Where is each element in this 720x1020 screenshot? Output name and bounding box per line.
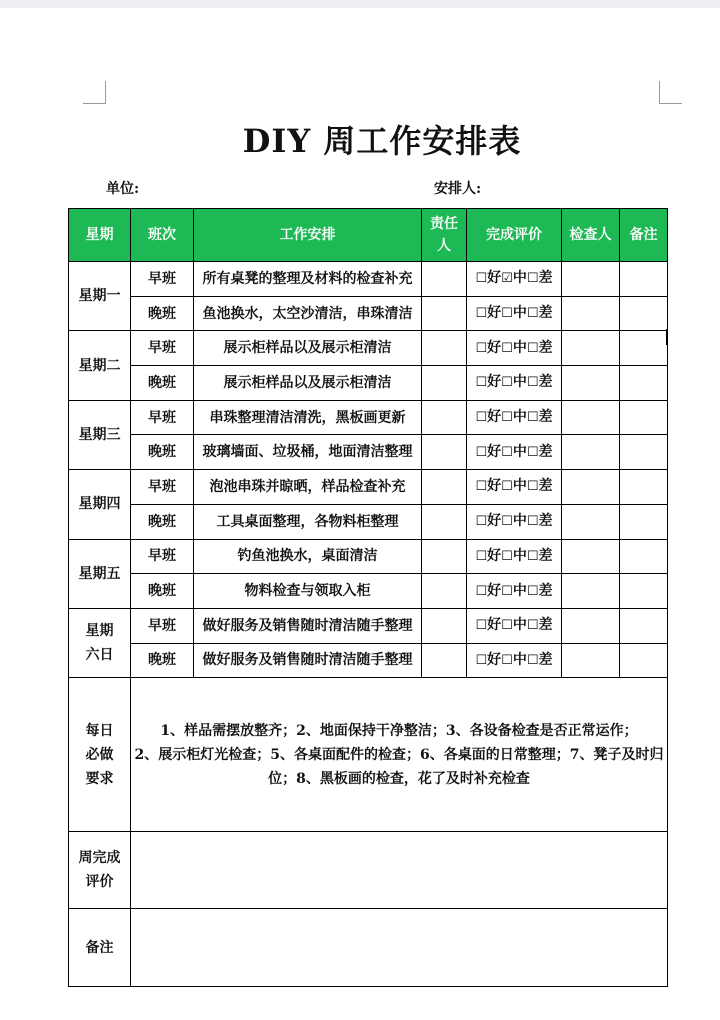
owner-cell[interactable] <box>422 400 467 435</box>
option-medium-label: 中 <box>512 617 527 634</box>
table-row <box>69 608 668 643</box>
option-good-label: 好 <box>487 513 502 530</box>
table-row <box>69 366 668 401</box>
daily-requirements-line2: 2、展示柜灯光检查；5、各桌面配件的检查；6、各桌面的日常整理；7、凳子及时归 <box>134 746 664 763</box>
checkbox-medium[interactable]: ☐ <box>501 652 513 668</box>
day-label <box>69 400 131 469</box>
task-cell: 串珠整理清洁清洗，黑板画更新 <box>194 400 422 435</box>
checkbox-bad[interactable]: ☐ <box>526 514 539 530</box>
option-medium-label: 中 <box>512 374 527 391</box>
option-medium-label: 中 <box>512 409 527 426</box>
checkbox-medium[interactable]: ☐ <box>501 479 513 495</box>
task-cell: 鱼池换水，太空沙清洁，串珠清洁 <box>194 296 422 331</box>
day-label-line1: 星期 <box>85 623 114 640</box>
inspector-cell[interactable] <box>562 296 620 331</box>
day-label-line1: 星期二 <box>78 357 121 374</box>
table-row <box>69 400 668 435</box>
option-medium-label: 中 <box>512 513 527 530</box>
evaluation-cell <box>467 366 562 401</box>
option-medium-label: 中 <box>512 478 527 495</box>
option-bad-label: 差 <box>538 513 553 530</box>
option-medium-label: 中 <box>512 339 527 356</box>
weekly-evaluation-field[interactable] <box>131 832 668 909</box>
remark-cell[interactable] <box>620 400 668 435</box>
checkbox-medium[interactable]: ☐ <box>501 618 513 634</box>
daily-requirements-line1: 1、样品需摆放整齐；2、地面保持干净整洁；3、各设备检查是否正常运作； <box>160 722 638 739</box>
shift-cell: 晚班 <box>131 643 194 678</box>
inspector-cell[interactable] <box>562 574 620 609</box>
shift-cell: 晚班 <box>131 504 194 539</box>
inspector-cell[interactable] <box>562 262 620 297</box>
option-good-label: 好 <box>487 617 502 634</box>
schedule-table <box>68 208 668 987</box>
owner-cell[interactable] <box>422 296 467 331</box>
option-good-label: 好 <box>487 374 502 391</box>
inspector-cell[interactable] <box>562 400 620 435</box>
checkbox-bad[interactable]: ☐ <box>526 340 539 356</box>
weekly-evaluation-label <box>69 832 131 909</box>
inspector-cell[interactable] <box>562 470 620 505</box>
checkbox-bad[interactable]: ☐ <box>526 444 539 460</box>
daily-requirements-line3: 位；8、黑板画的检查，花了及时补充检查 <box>268 770 530 787</box>
owner-cell[interactable] <box>422 262 467 297</box>
option-good-label: 好 <box>487 651 502 668</box>
task-cell: 钓鱼池换水，桌面清洁 <box>194 539 422 574</box>
option-bad-label: 差 <box>538 270 553 287</box>
option-bad-label: 差 <box>538 443 553 460</box>
checkbox-bad[interactable]: ☐ <box>526 271 539 287</box>
checkbox-good[interactable]: ☐ <box>475 479 488 495</box>
checkbox-medium[interactable]: ☐ <box>501 375 513 391</box>
inspector-cell[interactable] <box>562 366 620 401</box>
owner-cell[interactable] <box>422 331 467 366</box>
day-label-line2: 六日 <box>85 647 114 664</box>
evaluation-cell <box>467 574 562 609</box>
task-cell: 物料检查与领取入柜 <box>194 574 422 609</box>
checkbox-good[interactable]: ☐ <box>475 340 488 356</box>
day-label <box>69 262 131 331</box>
remark-cell[interactable] <box>620 539 668 574</box>
shift-cell: 晚班 <box>131 366 194 401</box>
shift-cell: 早班 <box>131 608 194 643</box>
checkbox-medium[interactable]: ☐ <box>501 583 513 599</box>
owner-cell[interactable] <box>422 470 467 505</box>
checkbox-good[interactable]: ☐ <box>475 652 488 668</box>
option-bad-label: 差 <box>538 374 553 391</box>
owner-cell[interactable] <box>422 366 467 401</box>
day-label <box>69 331 131 400</box>
option-medium-label: 中 <box>512 582 527 599</box>
checkbox-good[interactable]: ☐ <box>475 271 488 287</box>
option-bad-label: 差 <box>538 617 553 634</box>
option-bad-label: 差 <box>538 547 553 564</box>
task-cell: 泡池串珠并晾晒，样品检查补充 <box>194 470 422 505</box>
daily-requirements-label-line3: 要求 <box>85 770 114 787</box>
day-label <box>69 608 131 677</box>
evaluation-cell <box>467 470 562 505</box>
option-bad-label: 差 <box>538 339 553 356</box>
checkbox-bad[interactable]: ☐ <box>526 306 539 322</box>
checkbox-good[interactable]: ☐ <box>475 306 488 322</box>
day-label-line1: 星期五 <box>78 565 121 582</box>
remark-cell[interactable] <box>620 608 668 643</box>
option-good-label: 好 <box>487 270 502 287</box>
evaluation-cell <box>467 400 562 435</box>
task-cell: 所有桌凳的整理及材料的检查补充 <box>194 262 422 297</box>
owner-cell[interactable] <box>422 504 467 539</box>
checkbox-good[interactable]: ☐ <box>475 583 488 599</box>
option-medium-label: 中 <box>512 270 527 287</box>
remark-cell[interactable] <box>620 574 668 609</box>
remark-cell[interactable] <box>620 470 668 505</box>
header-task: 工作安排 <box>194 209 422 262</box>
option-good-label: 好 <box>487 582 502 599</box>
evaluation-cell <box>467 643 562 678</box>
checkbox-good[interactable]: ☐ <box>475 618 488 634</box>
daily-requirements-label-line1: 每日 <box>85 722 114 739</box>
table-row <box>69 296 668 331</box>
weekly-evaluation-label-line2: 评价 <box>85 874 114 891</box>
task-cell: 工具桌面整理，各物料柜整理 <box>194 504 422 539</box>
checkbox-medium[interactable]: ☐ <box>501 514 513 530</box>
window-top-bar <box>0 0 720 8</box>
table-row <box>69 539 668 574</box>
header-inspector: 检查人 <box>562 209 620 262</box>
table-row <box>69 435 668 470</box>
weekly-evaluation-row <box>69 832 668 909</box>
day-label-line1: 星期一 <box>78 288 121 305</box>
checkbox-medium[interactable]: ☐ <box>501 548 513 564</box>
shift-cell: 早班 <box>131 331 194 366</box>
checkbox-medium[interactable]: ☐ <box>501 410 513 426</box>
checkbox-bad[interactable]: ☐ <box>526 479 539 495</box>
header-evaluation: 完成评价 <box>467 209 562 262</box>
evaluation-cell <box>467 296 562 331</box>
inspector-cell[interactable] <box>562 504 620 539</box>
remark-cell[interactable] <box>620 262 668 297</box>
header-owner-line2: 人 <box>437 238 451 254</box>
evaluation-cell <box>467 608 562 643</box>
shift-cell: 晚班 <box>131 296 194 331</box>
inspector-cell[interactable] <box>562 539 620 574</box>
task-cell: 玻璃墙面、垃圾桶，地面清洁整理 <box>194 435 422 470</box>
option-good-label: 好 <box>487 409 502 426</box>
shift-cell: 早班 <box>131 262 194 297</box>
day-label-line1: 星期四 <box>78 496 121 513</box>
checkbox-bad[interactable]: ☐ <box>526 548 539 564</box>
shift-cell: 晚班 <box>131 435 194 470</box>
option-good-label: 好 <box>487 339 502 356</box>
checkbox-bad[interactable]: ☐ <box>526 375 539 391</box>
header-shift: 班次 <box>131 209 194 262</box>
owner-cell[interactable] <box>422 435 467 470</box>
option-good-label: 好 <box>487 443 502 460</box>
checkbox-good[interactable]: ☐ <box>475 548 488 564</box>
option-bad-label: 差 <box>538 582 553 599</box>
checkbox-good[interactable]: ☐ <box>475 444 488 460</box>
shift-cell: 早班 <box>131 470 194 505</box>
arranger-label: 安排人: <box>434 181 482 197</box>
owner-cell[interactable] <box>422 539 467 574</box>
option-bad-label: 差 <box>538 305 553 322</box>
daily-requirements-label-line2: 必做 <box>85 746 114 763</box>
weekly-evaluation-label-line1: 周完成 <box>78 850 121 867</box>
day-label <box>69 470 131 539</box>
inspector-cell[interactable] <box>562 643 620 678</box>
option-medium-label: 中 <box>512 547 527 564</box>
option-bad-label: 差 <box>538 409 553 426</box>
shift-cell: 早班 <box>131 400 194 435</box>
page-corner-mark-right <box>659 81 682 104</box>
option-medium-label: 中 <box>512 305 527 322</box>
checkbox-bad[interactable]: ☐ <box>526 618 539 634</box>
daily-requirements-label <box>69 678 131 832</box>
header-remark: 备注 <box>620 209 668 262</box>
table-row <box>69 504 668 539</box>
notes-row <box>69 909 668 987</box>
task-cell: 展示柜样品以及展示柜清洁 <box>194 366 422 401</box>
checkbox-bad[interactable]: ☐ <box>526 652 539 668</box>
checkbox-good[interactable]: ☐ <box>475 375 488 391</box>
remark-cell[interactable] <box>620 435 668 470</box>
page-corner-mark-left <box>83 81 106 104</box>
task-cell: 做好服务及销售随时清洁随手整理 <box>194 643 422 678</box>
task-cell: 展示柜样品以及展示柜清洁 <box>194 331 422 366</box>
notes-field[interactable] <box>131 909 668 987</box>
remark-cell[interactable] <box>620 296 668 331</box>
evaluation-cell <box>467 539 562 574</box>
option-bad-label: 差 <box>538 651 553 668</box>
remark-cell[interactable] <box>620 366 668 401</box>
owner-cell[interactable] <box>422 608 467 643</box>
checkbox-good[interactable]: ☐ <box>475 514 488 530</box>
header-row <box>69 209 668 262</box>
checkbox-medium[interactable]: ☐ <box>501 444 513 460</box>
header-owner-line1: 责任 <box>430 216 458 232</box>
remark-cell[interactable] <box>620 331 668 366</box>
notes-label: 备注 <box>69 909 131 987</box>
table-row <box>69 331 668 366</box>
shift-cell: 晚班 <box>131 574 194 609</box>
option-good-label: 好 <box>487 305 502 322</box>
table-row <box>69 574 668 609</box>
checkbox-medium[interactable]: ☐ <box>501 306 513 322</box>
option-good-label: 好 <box>487 547 502 564</box>
unit-label: 单位: <box>106 181 140 197</box>
owner-cell[interactable] <box>422 643 467 678</box>
day-label-line1: 星期三 <box>78 426 121 443</box>
evaluation-cell <box>467 435 562 470</box>
option-bad-label: 差 <box>538 478 553 495</box>
daily-requirements-row <box>69 678 668 832</box>
header-owner <box>422 209 467 262</box>
checkbox-medium[interactable]: ☑ <box>501 271 513 287</box>
inspector-cell[interactable] <box>562 331 620 366</box>
evaluation-cell <box>467 504 562 539</box>
inspector-cell[interactable] <box>562 608 620 643</box>
checkbox-medium[interactable]: ☐ <box>501 340 513 356</box>
checkbox-good[interactable]: ☐ <box>475 410 488 426</box>
option-medium-label: 中 <box>512 651 527 668</box>
remark-cell[interactable] <box>620 504 668 539</box>
table-row <box>69 262 668 297</box>
header-day: 星期 <box>69 209 131 262</box>
document-title: DIY 周工作安排表 <box>242 122 522 160</box>
daily-requirements-text <box>131 678 668 832</box>
task-cell: 做好服务及销售随时清洁随手整理 <box>194 608 422 643</box>
option-good-label: 好 <box>487 478 502 495</box>
owner-cell[interactable] <box>422 574 467 609</box>
evaluation-cell <box>467 262 562 297</box>
table-row <box>69 643 668 678</box>
checkbox-bad[interactable]: ☐ <box>526 583 539 599</box>
inspector-cell[interactable] <box>562 435 620 470</box>
evaluation-cell <box>467 331 562 366</box>
day-label <box>69 539 131 608</box>
shift-cell: 早班 <box>131 539 194 574</box>
option-medium-label: 中 <box>512 443 527 460</box>
checkbox-bad[interactable]: ☐ <box>526 410 539 426</box>
remark-cell[interactable] <box>620 643 668 678</box>
table-row <box>69 470 668 505</box>
